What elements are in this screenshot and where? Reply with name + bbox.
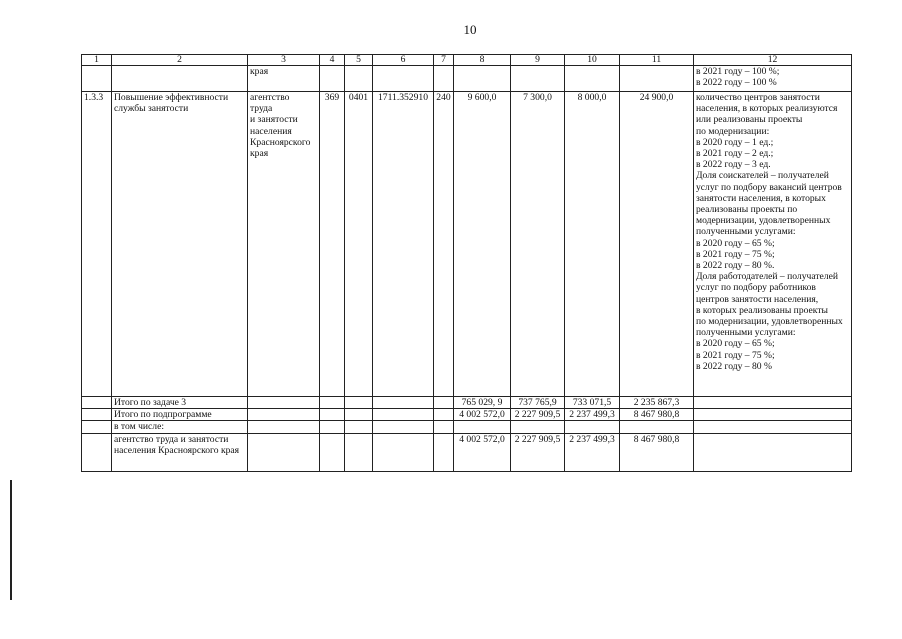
table-cell <box>694 397 852 409</box>
table-cell <box>248 397 320 409</box>
table-cell: Итого по подпрограмме <box>112 409 248 421</box>
table-cell <box>345 66 373 92</box>
table-cell <box>511 66 565 92</box>
table-cell <box>373 409 434 421</box>
header-row <box>82 55 852 66</box>
table-cell: 2 227 909,5 <box>511 433 565 471</box>
table-cell: агентство труда и занятости населения Красноярского края <box>248 92 320 397</box>
col-header: 6 <box>373 55 434 66</box>
table-cell: агентство труда и занятости населения Красноярского края <box>112 433 248 471</box>
col-header: 10 <box>565 55 620 66</box>
col-header: 5 <box>345 55 373 66</box>
table-cell <box>82 397 112 409</box>
table-cell: 240 <box>434 92 454 397</box>
table-cell <box>694 409 852 421</box>
col-header: 3 <box>248 55 320 66</box>
col-header: 11 <box>620 55 694 66</box>
table-cell <box>694 433 852 471</box>
table-cell: количество центров занятости населения, в которых реализуются или реализованы проекты по модернизации: в 2020 году – 1 ед.; в 2021 году – 2 ед.; в 2022 году – 3 ед. Доля соискателей – получателей услуг по подбору вакансий центров занятости населения, в которых реализованы проекты по модернизации, удовлетворенных полученными услугами: в 2020 году – 65 %; в 2021 году – 75 %; в 2022 году – 80 %. Доля работодателей – получателей услуг по подбору работников центров занятости населения, в которых реализованы проекты по модернизации, удовлетворенных полученными услугами: в 2020 году – 65 %; в 2021 году – 75 %; в 2022 году – 80 % <box>694 92 852 397</box>
table-cell: 7 300,0 <box>511 92 565 397</box>
col-header: 2 <box>112 55 248 66</box>
table-row <box>82 421 852 433</box>
table-cell <box>434 66 454 92</box>
table-cell: 24 900,0 <box>620 92 694 397</box>
table-cell: в 2021 году – 100 %; в 2022 году – 100 % <box>694 66 852 92</box>
table-cell <box>248 433 320 471</box>
table-cell <box>82 421 112 433</box>
table-cell: 369 <box>320 92 345 397</box>
table-cell: 1.3.3 <box>82 92 112 397</box>
table-cell <box>320 66 345 92</box>
col-header: 9 <box>511 55 565 66</box>
table-cell <box>434 397 454 409</box>
table-cell <box>454 421 511 433</box>
table-cell <box>373 433 434 471</box>
table-cell <box>454 66 511 92</box>
table-cell <box>434 421 454 433</box>
table-cell <box>345 421 373 433</box>
table-cell <box>694 421 852 433</box>
table-cell: 2 227 909,5 <box>511 409 565 421</box>
col-header: 12 <box>694 55 852 66</box>
table-cell: 2 237 499,3 <box>565 433 620 471</box>
table-cell <box>345 397 373 409</box>
col-header: 7 <box>434 55 454 66</box>
table-cell <box>620 66 694 92</box>
table-cell <box>565 66 620 92</box>
table-cell <box>320 397 345 409</box>
table-cell: 8 467 980,8 <box>620 433 694 471</box>
table-cell: 9 600,0 <box>454 92 511 397</box>
table-cell: 2 237 499,3 <box>565 409 620 421</box>
table-cell <box>373 421 434 433</box>
table-cell <box>373 66 434 92</box>
table-cell: Итого по задаче 3 <box>112 397 248 409</box>
budget-table <box>81 54 852 472</box>
table-cell <box>248 421 320 433</box>
table-cell <box>565 421 620 433</box>
table-cell: 737 765,9 <box>511 397 565 409</box>
table-cell: Повышение эффективности службы занятости <box>112 92 248 397</box>
table-cell: 4 002 572,0 <box>454 433 511 471</box>
table-cell: 4 002 572,0 <box>454 409 511 421</box>
table-row <box>82 66 852 92</box>
table-cell <box>511 421 565 433</box>
table-row <box>82 409 852 421</box>
table-cell <box>373 397 434 409</box>
margin-rule <box>10 480 12 600</box>
table-cell <box>82 409 112 421</box>
table-cell <box>320 421 345 433</box>
table-cell <box>320 409 345 421</box>
table-cell <box>434 433 454 471</box>
table-cell <box>248 409 320 421</box>
table-cell <box>112 66 248 92</box>
col-header: 1 <box>82 55 112 66</box>
table-cell <box>620 421 694 433</box>
table-row <box>82 92 852 397</box>
table-cell: 8 000,0 <box>565 92 620 397</box>
table-cell: в том числе: <box>112 421 248 433</box>
table-row <box>82 397 852 409</box>
col-header: 8 <box>454 55 511 66</box>
table-cell <box>345 433 373 471</box>
table-cell: 0401 <box>345 92 373 397</box>
table-cell: края <box>248 66 320 92</box>
table-cell: 2 235 867,3 <box>620 397 694 409</box>
page-number: 10 <box>463 22 477 37</box>
table-cell <box>82 433 112 471</box>
table-cell: 1711.352910 <box>373 92 434 397</box>
col-header: 4 <box>320 55 345 66</box>
table-cell <box>434 409 454 421</box>
table-cell <box>82 66 112 92</box>
table-cell <box>345 409 373 421</box>
table-cell <box>320 433 345 471</box>
table-cell: 733 071,5 <box>565 397 620 409</box>
table-cell: 8 467 980,8 <box>620 409 694 421</box>
table-cell: 765 029, 9 <box>454 397 511 409</box>
table-row <box>82 433 852 471</box>
